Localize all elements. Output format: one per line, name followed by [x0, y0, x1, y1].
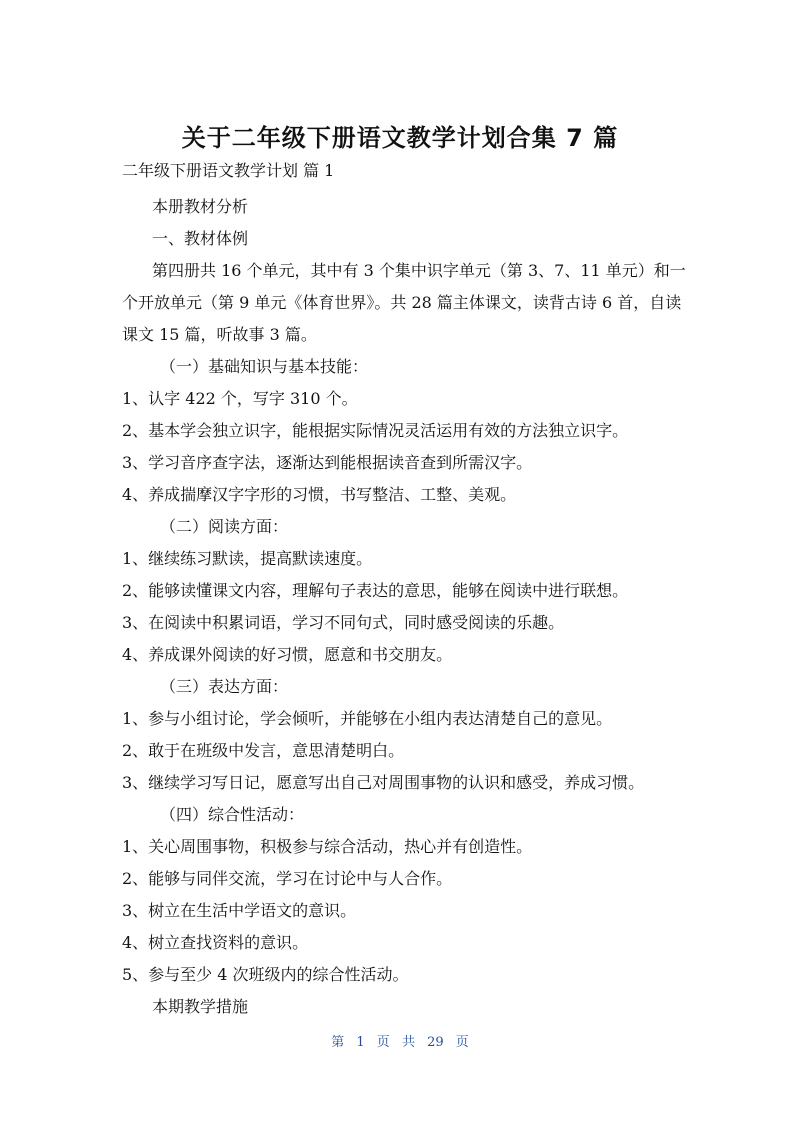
list-item: 2、能够读懂课文内容，理解句子表达的意思，能够在阅读中进行联想。 — [122, 581, 629, 600]
paragraph-line: 本册教材分析 — [152, 197, 249, 216]
list-item: 3、在阅读中积累词语，学习不同句式，同时感受阅读的乐趣。 — [122, 613, 565, 632]
list-item: 5、参与至少 4 次班级内的综合性活动。 — [122, 965, 409, 984]
list-item: 4、养成揣摩汉字字形的习惯，书写整洁、工整、美观。 — [122, 485, 517, 504]
subsection-heading: （一）基础知识与基本技能： — [160, 357, 369, 376]
list-item: 1、继续练习默读，提高默读速度。 — [122, 549, 373, 568]
list-item: 2、能够与同伴交流，学习在讨论中与人合作。 — [122, 869, 453, 888]
footer-page-number: 1 — [356, 1035, 365, 1050]
footer-total-label: 共 — [401, 1035, 415, 1050]
list-item: 3、树立在生活中学语文的意识。 — [122, 901, 357, 920]
footer-page-label: 第 — [331, 1035, 345, 1050]
footer-page-label: 页 — [455, 1035, 469, 1050]
list-item: 4、树立查找资料的意识。 — [122, 933, 309, 952]
paragraph-line: 一、教材体例 — [152, 229, 249, 248]
paragraph-line: 个开放单元（第 9 单元《体育世界》。共 28 篇主体课文，读背古诗 6 首，自读 — [122, 293, 682, 312]
footer-page-label: 页 — [376, 1035, 390, 1050]
section-heading: 本期教学措施 — [152, 997, 249, 1016]
paragraph-line: 课文 15 篇，听故事 3 篇。 — [122, 325, 317, 344]
list-item: 3、学习音序查字法，逐渐达到能根据读音查到所需汉字。 — [122, 453, 533, 472]
list-item: 1、参与小组讨论，学会倾听，并能够在小组内表达清楚自己的意见。 — [122, 709, 613, 728]
section-heading: 二年级下册语文教学计划 篇 1 — [122, 161, 335, 180]
subsection-heading: （三）表达方面： — [160, 677, 289, 696]
paragraph-line: 第四册共 16 个单元，其中有 3 个集中识字单元（第 3、7、11 单元）和一 — [152, 261, 686, 280]
list-item: 1、认字 422 个，写字 310 个。 — [122, 389, 358, 408]
list-item: 3、继续学习写日记，愿意写出自己对周围事物的认识和感受，养成习惯。 — [122, 773, 645, 792]
subsection-heading: （二）阅读方面： — [160, 517, 289, 536]
subsection-heading: （四）综合性活动： — [160, 805, 305, 824]
footer-total-pages: 29 — [427, 1035, 444, 1050]
page-footer — [0, 1031, 800, 1050]
list-item: 4、养成课外阅读的好习惯，愿意和书交朋友。 — [122, 645, 453, 664]
document-title: 关于二年级下册语文教学计划合集 7 篇 — [181, 124, 619, 152]
list-item: 2、基本学会独立识字，能根据实际情况灵活运用有效的方法独立识字。 — [122, 421, 629, 440]
list-item: 1、关心周围事物，积极参与综合活动，热心并有创造性。 — [122, 837, 533, 856]
list-item: 2、敢于在班级中发言，意思清楚明白。 — [122, 741, 405, 760]
